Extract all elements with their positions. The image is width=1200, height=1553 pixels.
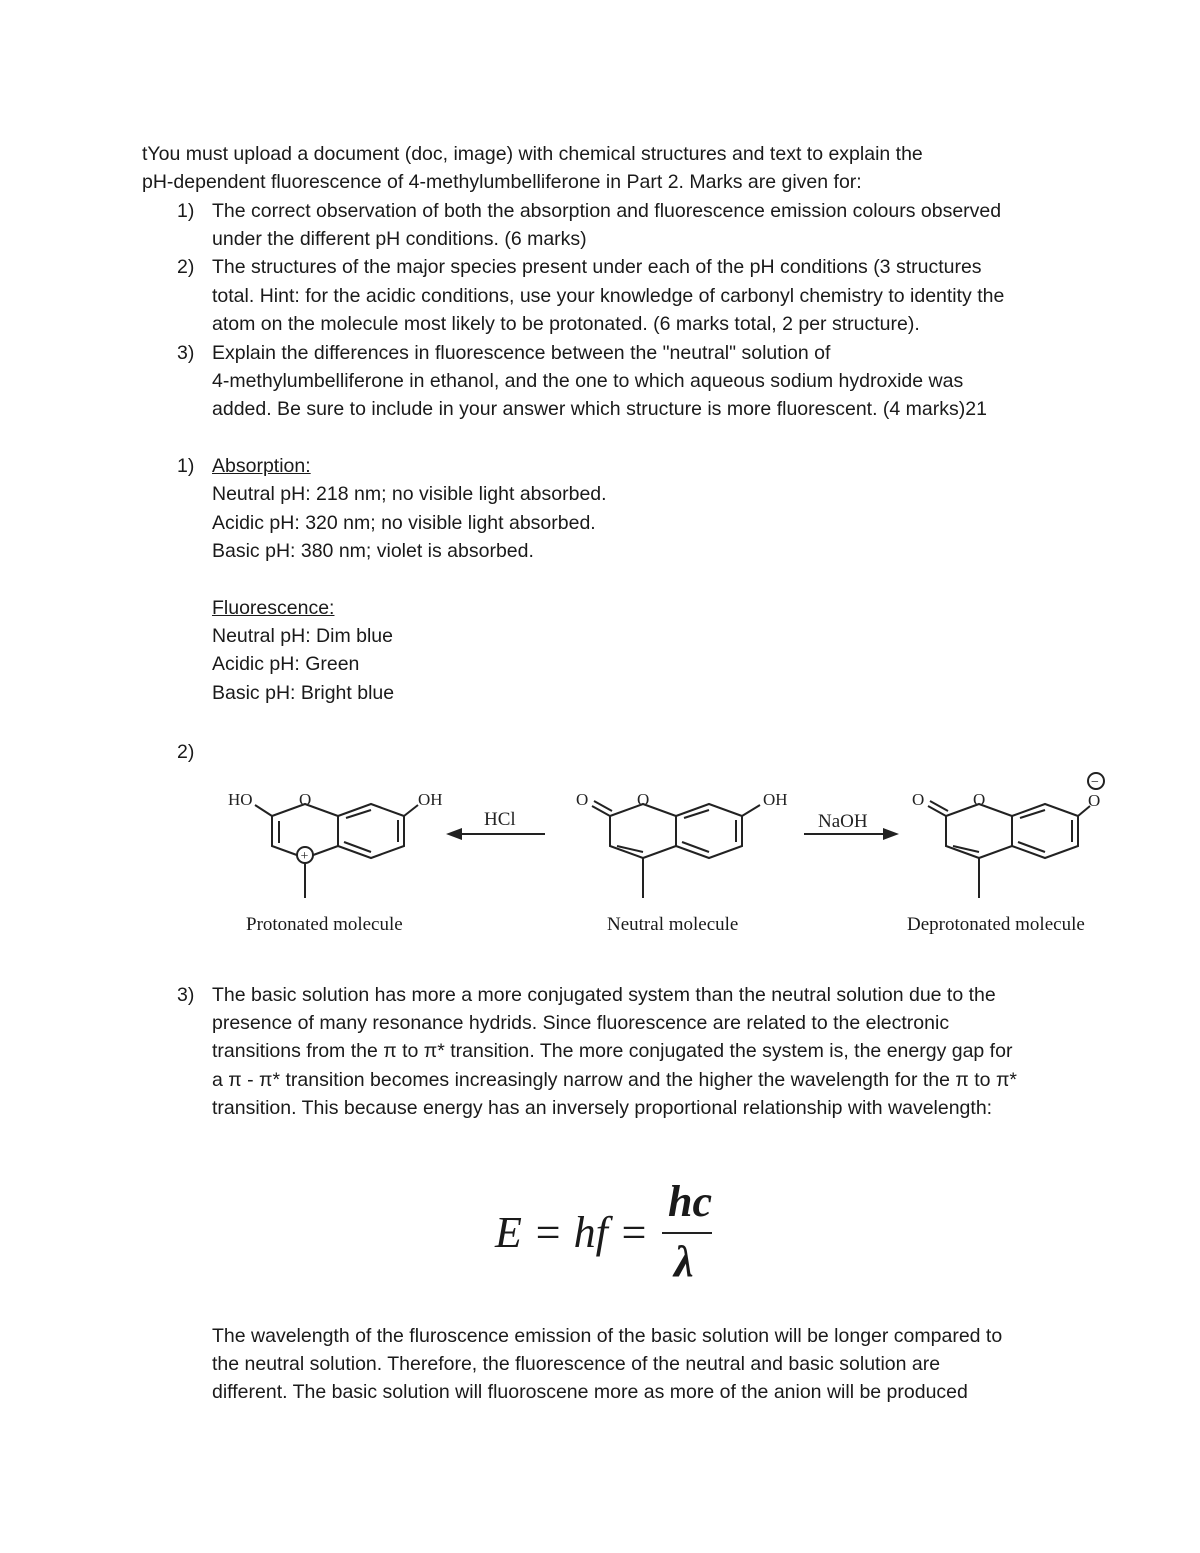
protonated-ring-o-label: O (299, 790, 312, 809)
criterion-number: 2) (177, 256, 195, 278)
equation-numerator: hc (668, 1177, 712, 1226)
negative-charge-sign: − (1091, 775, 1099, 790)
neutral-ring-o-label: O (637, 790, 650, 809)
intro-line-2: pH-dependent fluorescence of 4-methylumbelliferone in Part 2. Marks are given for: (142, 171, 862, 193)
absorption-heading: Absorption: (212, 455, 311, 477)
criterion-text: atom on the molecule most likely to be protonated. (6 marks total, 2 per structure). (212, 313, 920, 335)
hcl-reagent-label: HCl (484, 809, 516, 830)
fluorescence-item: Neutral pH: Dim blue (212, 625, 393, 647)
absorption-item: Neutral pH: 218 nm; no visible light absorbed. (212, 483, 607, 505)
conclusion-text: the neutral solution. Therefore, the fluorescence of the neutral and basic solution are (212, 1353, 941, 1375)
answer-3-text: a π - π* transition becomes increasingly narrow and the higher the wavelength for the π to π* (212, 1069, 1017, 1091)
neutral-carbonyl-o-label: O (576, 790, 589, 809)
deprotonated-carbonyl-o-label: O (912, 790, 925, 809)
criterion-text: under the different pH conditions. (6 marks) (212, 228, 587, 250)
conclusion-text: The wavelength of the fluroscence emission of the basic solution will be longer compared to (212, 1325, 1003, 1347)
answer-1-number: 1) (177, 455, 195, 477)
answer-3-number: 3) (177, 984, 195, 1006)
fluorescence-item: Acidic pH: Green (212, 653, 360, 675)
criterion-text: Explain the differences in fluorescence between the "neutral" solution of (212, 342, 831, 364)
naoh-arrow-head (883, 828, 899, 840)
answer-3-text: presence of many resonance hydrids. Since fluorescence are related to the electronic (212, 1012, 950, 1034)
answer-3-text: transitions from the π to π* transition. The more conjugated the system is, the energy gap for (212, 1040, 1013, 1062)
absorption-item: Acidic pH: 320 nm; no visible light absorbed. (212, 512, 596, 534)
neutral-oh-label: OH (763, 790, 788, 809)
hcl-arrow-head (446, 828, 462, 840)
naoh-reagent-label: NaOH (818, 811, 868, 832)
deprotonated-ring-o-label: O (973, 790, 986, 809)
criterion-number: 3) (177, 342, 195, 364)
protonated-ho-label: HO (228, 790, 253, 809)
fluorescence-heading: Fluorescence: (212, 597, 335, 619)
equation-denominator: λ (674, 1237, 694, 1286)
criterion-text: added. Be sure to include in your answer which structure is more fluorescent. (4 marks)21 (212, 398, 987, 420)
fluorescence-item: Basic pH: Bright blue (212, 682, 395, 704)
answer-3-text: The basic solution has more a more conjugated system than the neutral solution due to the (212, 984, 996, 1006)
criterion-text: total. Hint: for the acidic conditions, use your knowledge of carbonyl chemistry to identity the (212, 285, 1005, 307)
deprotonated-molecule-caption: Deprotonated molecule (907, 914, 1085, 935)
neutral-molecule-structure (592, 801, 760, 898)
deprotonated-molecule-structure (928, 773, 1104, 898)
protonated-molecule-structure (255, 804, 418, 898)
criterion-text: The structures of the major species present under each of the pH conditions (3 structures (212, 256, 982, 278)
answer-3-text: transition. This because energy has an inversely proportional relationship with wavelength: (212, 1097, 993, 1119)
absorption-item: Basic pH: 380 nm; violet is absorbed. (212, 540, 534, 562)
neutral-molecule-caption: Neutral molecule (607, 914, 739, 935)
equation-lhs: E = hf = (495, 1208, 649, 1257)
conclusion-text: different. The basic solution will fluoroscene more as more of the anion will be produced (212, 1381, 968, 1403)
intro-line-1: tYou must upload a document (doc, image) with chemical structures and text to explain the (142, 143, 923, 165)
criterion-text: The correct observation of both the absorption and fluorescence emission colours observed (212, 200, 1002, 222)
fraction-bar (662, 1232, 712, 1234)
deprotonated-oxide-o-label: O (1088, 791, 1101, 810)
criterion-number: 1) (177, 200, 195, 222)
answer-2-number: 2) (177, 741, 195, 763)
protonated-oh-label: OH (418, 790, 443, 809)
criterion-text: 4-methylumbelliferone in ethanol, and the one to which aqueous sodium hydroxide was (212, 370, 964, 392)
positive-charge-sign: + (300, 849, 309, 864)
protonated-molecule-caption: Protonated molecule (246, 914, 403, 935)
